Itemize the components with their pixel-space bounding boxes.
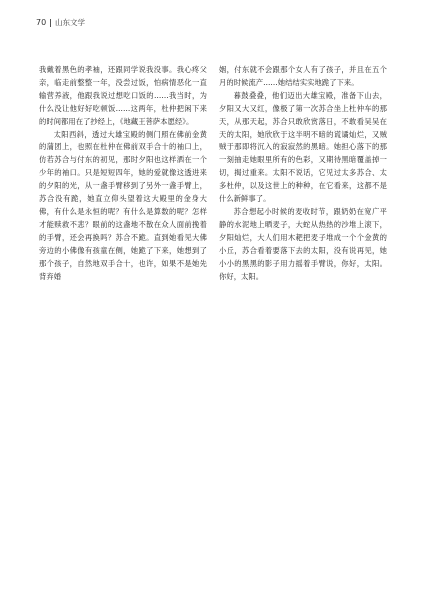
paragraph: 苏合想起小时候的麦收时节，跟奶奶在宽广平静的水泥地上晒麦子，大蛇从热热的沙堆上滚下，夕阳灿烂，大人们用木耙把麦子堆成一个个金黄的小丘，苏合看着要落下去的太阳，没有说再见，她小小的黑黑的影子用力摇着手臂说，你好，太阳。你好，太阳。 [219,206,387,281]
journal-name: 山东文学 [54,18,85,27]
paragraph: 我戴着黑色的孝袖，还跟同学说我没事。我心疼父亲，临走前整整一年，没尝过饭，怕病情恶化一直输营养液，他跟我说过想吃口饭的……我当时，为什么没让他好好吃顿饭……这两年，杜仲把闲下来的时间都用在了抄经上，《地藏王菩萨本愿经》。 [39,65,207,126]
left-column [39,64,207,283]
page-header [36,17,85,28]
paragraph: 太阳西斜，透过大雄宝殿的侧门照在佛前金黄的蒲团上，也照在杜仲在佛前双手合十的袖口上，仿若苏合与付东的初见，那时夕阳也这样洒在一个少年的袖口。只是短短四年，她的爱就像这透进来的夕阳的光，从一盏手臂移到了另外一盏手臂上，苏合没有跪，她直立仰头望着这大殿里的金身大佛，有什么是永恒的呢？有什么是算数的呢？怎样才能赎救不悲？眼前的这盏地不散在众人面前挽着的手臂，还会再换吗？苏合不跪。直到她看见大佛旁边的小佛像有孩童在侧，她跪了下来，她想到了那个孩子，自然地双手合十，也许，如果不是她先背弃婚 [39,129,207,281]
paragraph: 暮鼓叠叠，他们迈出大雄宝殿，准备下山去，夕阳又大又红，像极了第一次苏合坐上杜仲车的那天，从那天起，苏合只敢欣赏落日，不敢看吴吴在天的太阳，她欣欣于这半明不暗的谎谲灿烂，又贼贼于那即将沉入的寂寂然的黑暗。她担心落下的那一刻抽走她眼里所有的色彩，又期待黑暗覆盖掉一切，揭过重来。太阳不说话，它见过太多苏合、太多杜仲，以及这世上的种种，在它看来，这都不是什么新鲜事了。 [219,90,387,204]
page-number: 70 [36,18,47,27]
header-divider [50,19,51,27]
right-column [219,64,387,283]
paragraph: 姻，付东就不会跟那个女人有了孩子，并且在五个月的时候流产……她结结实实地跪了下来。 [219,65,387,87]
